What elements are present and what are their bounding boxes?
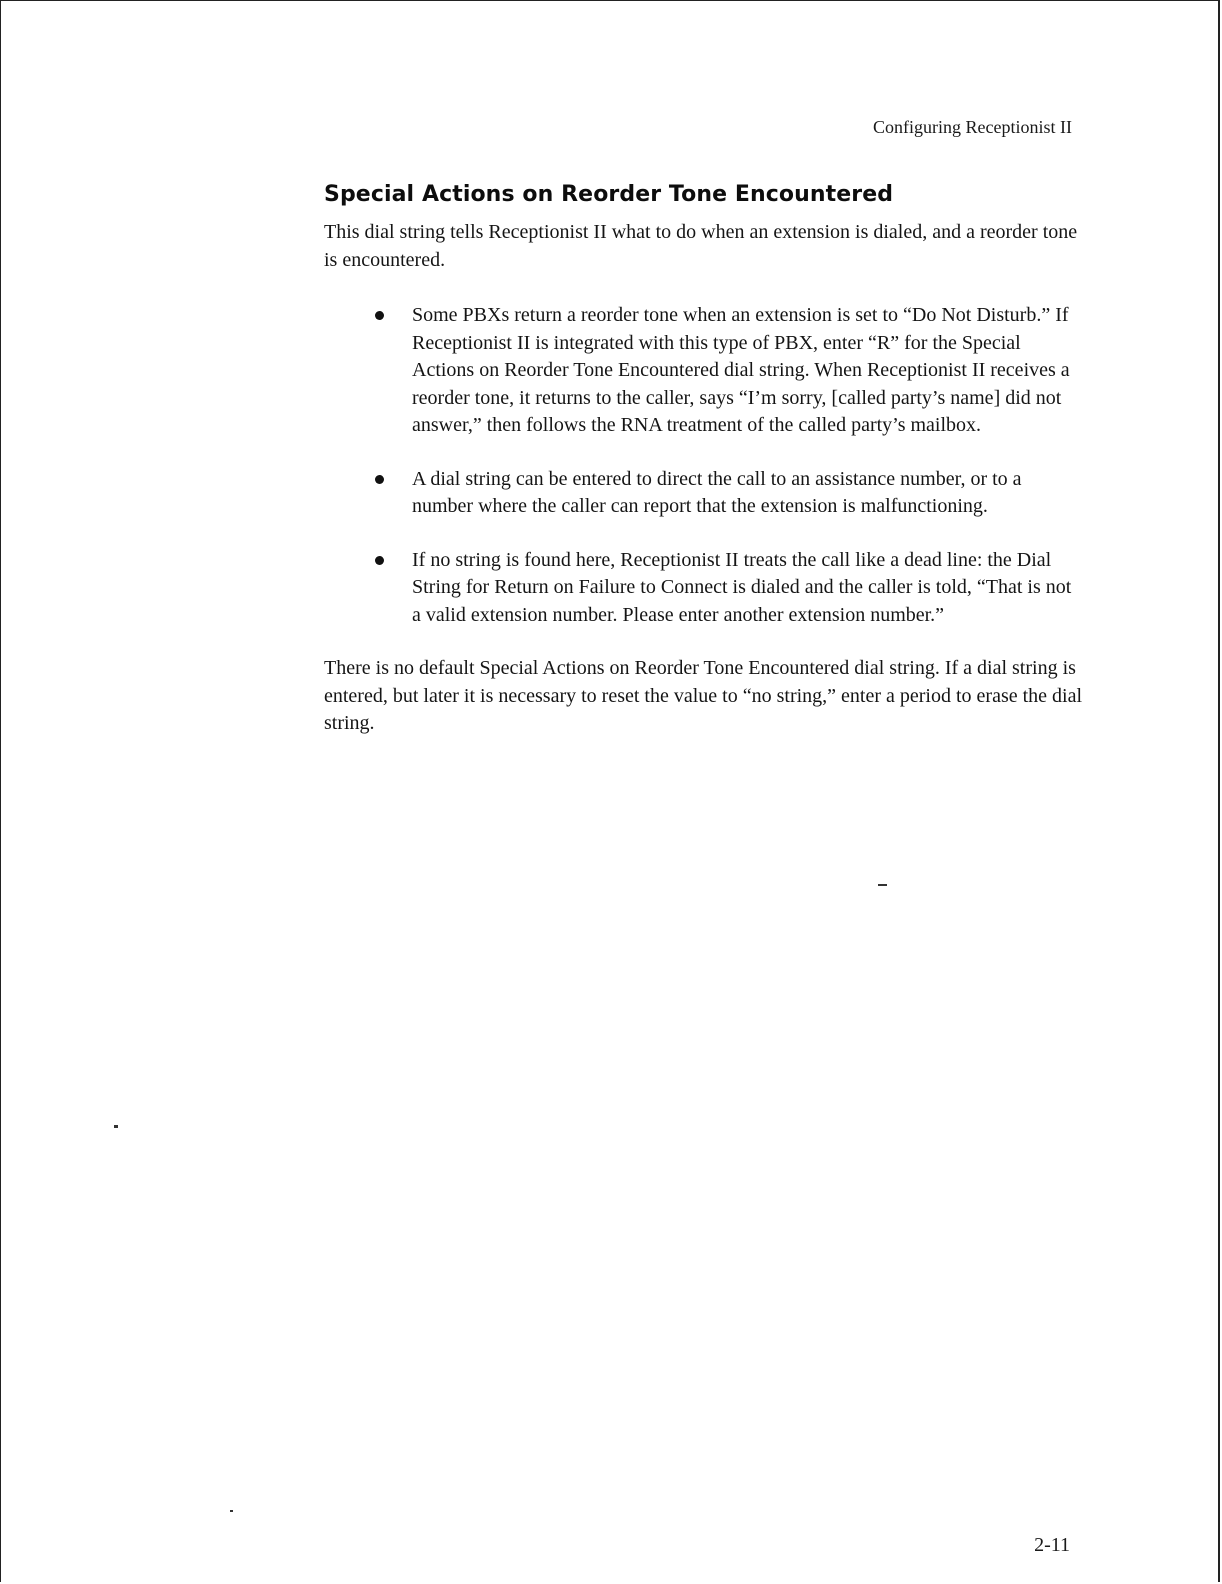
- bullet-list: [324, 302, 1084, 629]
- page-content: [324, 182, 1084, 738]
- intro-paragraph: This dial string tells Receptionist II what to do when an extension is dialed, and a reorder tone is encountered.: [324, 221, 1078, 271]
- bullet-text: If no string is found here, Receptionist II treats the call like a dead line: the Dial String for Return on Failure to Connect is dialed and the caller is told, “That is not a valid extension number. Please enter another extension number.”: [412, 548, 1072, 626]
- scan-speck: [878, 884, 887, 886]
- bullet-item: [324, 302, 1084, 440]
- scan-speck: [230, 1510, 233, 1512]
- page-number: 2-11: [1034, 1534, 1070, 1556]
- bullet-icon: [375, 311, 384, 320]
- bullet-item: [324, 547, 1084, 630]
- closing-paragraph: There is no default Special Actions on Reorder Tone Encountered dial string. If a dial string is entered, but later it is necessary to reset the value to “no string,” enter a period to erase the dial string.: [324, 657, 1083, 734]
- scan-speck: [114, 1125, 118, 1128]
- bullet-text: A dial string can be entered to direct the call to an assistance number, or to a number where the caller can report that the extension is malfunctioning.: [412, 467, 1022, 517]
- bullet-text: Some PBXs return a reorder tone when an extension is set to “Do Not Disturb.” If Receptionist II is integrated with this type of PBX, enter “R” for the Special Actions on Reorder Tone Encountered dial string. When Receptionist II receives a reorder tone, it returns to the caller, says “I’m sorry, [called party’s name] did not answer,” then follows the RNA treatment of the called party’s mailbox.: [412, 304, 1070, 436]
- bullet-icon: [375, 556, 384, 565]
- bullet-item: [324, 466, 1084, 521]
- section-heading: Special Actions on Reorder Tone Encountered: [324, 182, 894, 207]
- running-header: Configuring Receptionist II: [873, 117, 1072, 137]
- bullet-icon: [375, 475, 384, 484]
